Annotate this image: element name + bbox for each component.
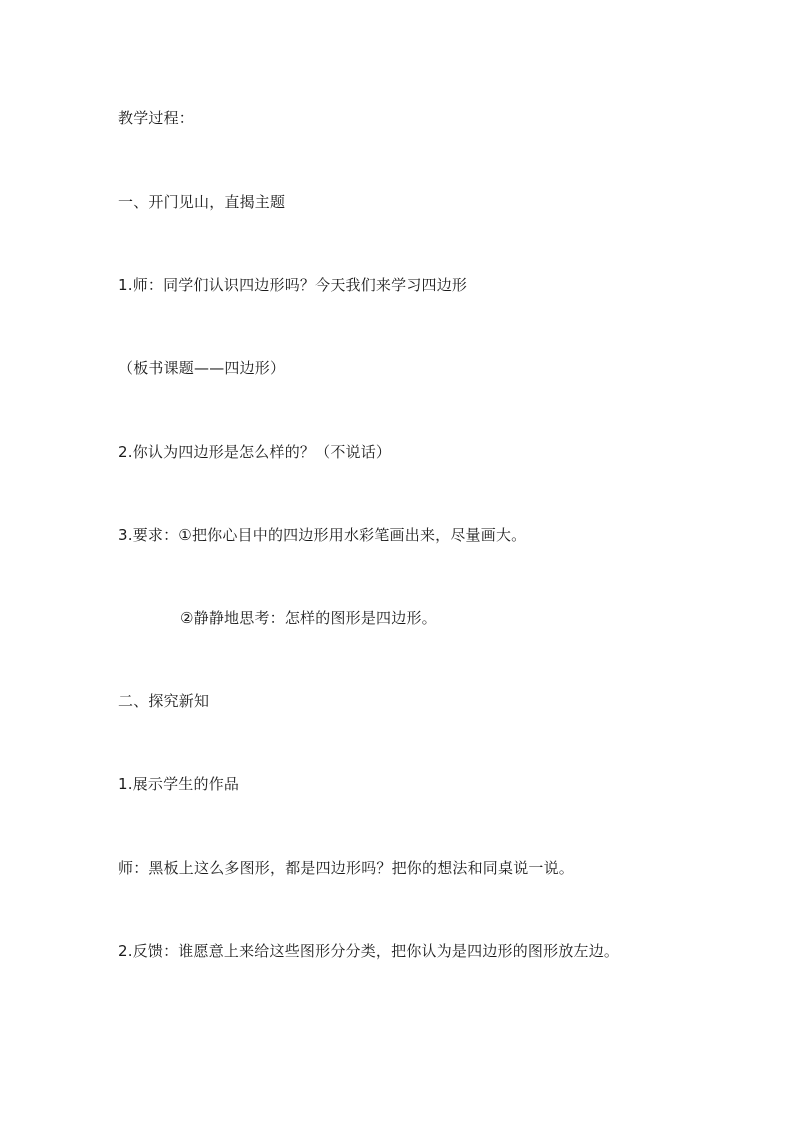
section-heading-two: 二、探究新知: [118, 692, 210, 710]
paragraph-3-item-2: ②静静地思考：怎样的图形是四边形。: [180, 609, 437, 627]
paragraph-board-title: （板书课题——四边形）: [118, 359, 286, 377]
paragraph-3: 3.要求：①把你心目中的四边形用水彩笔画出来，尽量画大。: [118, 526, 527, 544]
paragraph-show-works: 1.展示学生的作品: [118, 775, 240, 793]
paragraph-1: 1.师：同学们认识四边形吗？今天我们来学习四边形: [118, 276, 468, 294]
section-heading-one: 一、开门见山，直揭主题: [118, 193, 286, 211]
paragraph-teacher-question: 师：黑板上这么多图形，都是四边形吗？把你的想法和同桌说一说。: [118, 859, 575, 877]
paragraph-feedback: 2.反馈：谁愿意上来给这些图形分分类，把你认为是四边形的图形放左边。: [118, 942, 620, 960]
section-heading-teaching-process: 教学过程：: [118, 109, 195, 127]
paragraph-2: 2.你认为四边形是怎么样的？（不说话）: [118, 443, 392, 461]
